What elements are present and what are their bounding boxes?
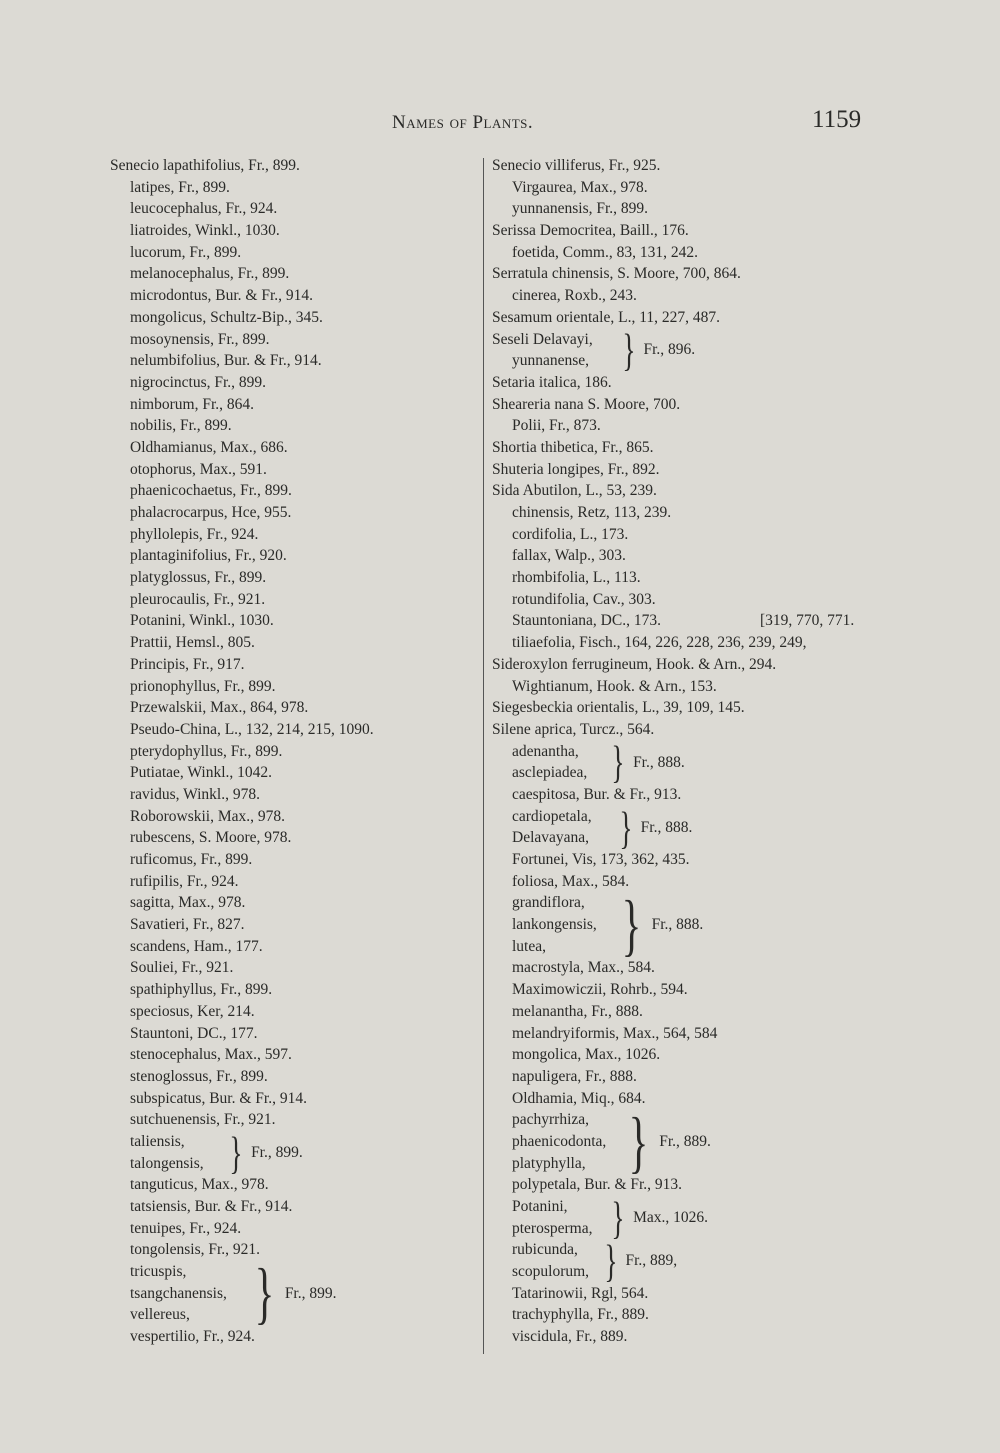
index-entry-text: ravidus, Winkl., 978. bbox=[130, 785, 260, 803]
index-entry-text: Prattii, Hemsl., 805. bbox=[130, 634, 255, 652]
brace-icon: } bbox=[603, 1235, 618, 1287]
index-entry bbox=[110, 1196, 480, 1218]
index-entry: scopulorum, bbox=[512, 1263, 590, 1281]
index-entry bbox=[492, 545, 912, 567]
index-entry-text: subspicatus, Bur. & Fr., 914. bbox=[130, 1089, 307, 1107]
index-entry bbox=[110, 1001, 480, 1023]
index-entry bbox=[492, 632, 912, 654]
index-entry-text: mosoynensis, Fr., 899. bbox=[130, 330, 270, 348]
continuation-note: [319, 770, 771. bbox=[760, 612, 855, 630]
index-entry bbox=[110, 1174, 480, 1196]
index-entry-text: fallax, Walp., 303. bbox=[512, 547, 626, 565]
index-entry-text: plantaginifolius, Fr., 920. bbox=[130, 547, 287, 565]
brace-icon: } bbox=[628, 1103, 649, 1180]
index-entry-group bbox=[492, 1103, 912, 1180]
index-entry bbox=[110, 957, 480, 979]
index-entry bbox=[110, 350, 480, 372]
index-entry-text: phaenicochaetus, Fr., 899. bbox=[130, 482, 292, 500]
index-entry-text: Serissa Democritea, Baill., 176. bbox=[492, 222, 689, 240]
index-entry-text: viscidula, Fr., 889. bbox=[512, 1328, 628, 1346]
index-entry bbox=[110, 1044, 480, 1066]
index-entry-text: chinensis, Retz, 113, 239. bbox=[512, 504, 672, 521]
index-entry-text: Oldhamianus, Max., 686. bbox=[130, 438, 288, 456]
index-entry bbox=[110, 871, 480, 893]
index-entry-text: Tatarinowii, Rgl, 564. bbox=[512, 1284, 649, 1302]
index-entry bbox=[492, 957, 912, 979]
index-entry: yunnanense, bbox=[512, 352, 590, 370]
index-entry: Potanini, bbox=[512, 1198, 568, 1215]
index-entry bbox=[110, 177, 480, 199]
index-entry bbox=[492, 242, 912, 264]
index-entry bbox=[492, 285, 912, 307]
brace-reference bbox=[600, 1235, 678, 1287]
index-entry-group bbox=[492, 1191, 912, 1243]
index-entry bbox=[492, 589, 912, 611]
brace-icon: } bbox=[611, 736, 625, 788]
index-entry-text: Siegesbeckia orientalis, L., 39, 109, 145. bbox=[492, 699, 745, 717]
index-entry bbox=[110, 914, 480, 936]
index-entry bbox=[492, 1088, 912, 1110]
index-entry-genus bbox=[492, 437, 912, 459]
index-entry bbox=[110, 415, 480, 437]
index-entry-text: melanantha, Fr., 888. bbox=[512, 1002, 643, 1020]
index-entry-text: platyglossus, Fr., 899. bbox=[130, 569, 267, 587]
index-entry-group bbox=[110, 1255, 480, 1332]
brace-icon: } bbox=[254, 1255, 275, 1332]
index-entry bbox=[110, 1218, 480, 1240]
index-entry bbox=[492, 415, 912, 437]
index-entry-text: yunnanensis, Fr., 899. bbox=[512, 200, 649, 218]
index-entry-text: vespertilio, Fr., 924. bbox=[130, 1328, 255, 1346]
index-entry-text: stenoglossus, Fr., 899. bbox=[130, 1067, 268, 1085]
index-entry-text: Oldhamia, Miq., 684. bbox=[512, 1089, 646, 1107]
index-entry-text: nelumbifolius, Bur. & Fr., 914. bbox=[130, 352, 322, 370]
index-entry-genus bbox=[492, 654, 912, 676]
index-entry: Seseli Delavayi, bbox=[492, 330, 593, 348]
index-entry-text: cordifolia, L., 173. bbox=[512, 525, 629, 543]
index-entry-text: scandens, Ham., 177. bbox=[130, 937, 263, 955]
index-entry bbox=[110, 307, 480, 329]
index-entry: rubicunda, bbox=[512, 1241, 578, 1259]
index-entry bbox=[492, 784, 912, 806]
index-entry bbox=[110, 524, 480, 546]
index-entry: lankongensis, bbox=[512, 916, 597, 934]
index-entry-text: sutchuenensis, Fr., 921. bbox=[130, 1111, 276, 1129]
index-entry-text: speciosus, Ker, 214. bbox=[130, 1002, 255, 1020]
index-entry-text: Polii, Fr., 873. bbox=[512, 417, 601, 435]
index-entry-text: Setaria italica, 186. bbox=[492, 373, 612, 391]
index-entry-text: mongolica, Max., 1026. bbox=[512, 1046, 661, 1064]
index-entry bbox=[492, 198, 912, 220]
index-entry bbox=[110, 697, 480, 719]
brace-icon: } bbox=[621, 324, 636, 376]
index-entry bbox=[492, 849, 912, 871]
index-entry-text: Souliei, Fr., 921. bbox=[130, 959, 234, 977]
index-entry: Delavayana, bbox=[512, 829, 590, 847]
index-entry-group bbox=[110, 1126, 480, 1178]
index-entry bbox=[492, 524, 912, 546]
index-entry: pachyrrhiza, bbox=[512, 1111, 590, 1129]
index-entry-text: Shuteria longipes, Fr., 892. bbox=[492, 460, 660, 478]
brace-ref-text: Fr., 888. bbox=[633, 753, 685, 771]
index-entry bbox=[110, 437, 480, 459]
index-entry-text: tenuipes, Fr., 924. bbox=[130, 1219, 242, 1237]
brace-reference bbox=[615, 886, 704, 963]
index-entry bbox=[110, 1109, 480, 1131]
brace-reference bbox=[622, 1103, 711, 1180]
index-entry-text: pleurocaulis, Fr., 921. bbox=[130, 590, 266, 608]
index-entry bbox=[110, 459, 480, 481]
index-entry-text: Sheareria nana S. Moore, 700. bbox=[492, 395, 681, 413]
index-entry bbox=[492, 1174, 912, 1196]
index-entry bbox=[110, 1066, 480, 1088]
brace-reference bbox=[607, 1191, 708, 1243]
index-entry bbox=[110, 502, 480, 524]
index-entry-text: foetida, Comm., 83, 131, 242. bbox=[512, 243, 698, 261]
index-entry-text: pterydophyllus, Fr., 899. bbox=[130, 742, 283, 760]
brace-ref-text: Fr., 896. bbox=[643, 341, 696, 359]
index-entry-genus bbox=[492, 697, 912, 719]
index-entry-text: rhombifolia, L., 113. bbox=[512, 569, 641, 587]
index-entry bbox=[110, 285, 480, 307]
index-entry bbox=[110, 263, 480, 285]
index-entry-text: tatsiensis, Bur. & Fr., 914. bbox=[130, 1198, 293, 1215]
brace-reference bbox=[615, 801, 693, 853]
index-entry-genus bbox=[492, 372, 912, 394]
index-entry-text: Sesamum orientale, L., 11, 227, 487. bbox=[492, 308, 721, 326]
index-entry-text: cinerea, Roxb., 243. bbox=[512, 287, 637, 305]
index-entry bbox=[110, 1239, 480, 1261]
index-entry bbox=[492, 1326, 912, 1348]
index-entry-text: prionophyllus, Fr., 899. bbox=[130, 677, 276, 695]
index-entry-group bbox=[492, 1235, 912, 1287]
index-entry-text: liatroides, Winkl., 1030. bbox=[130, 222, 280, 240]
index-entry bbox=[110, 806, 480, 828]
index-entry-text: stenocephalus, Max., 597. bbox=[130, 1046, 292, 1064]
index-entry-text: trachyphylla, Fr., 889. bbox=[512, 1306, 649, 1324]
index-entry bbox=[492, 1304, 912, 1326]
index-entry-group bbox=[492, 801, 912, 853]
index-entry-text: sagitta, Max., 978. bbox=[130, 894, 246, 912]
left-column bbox=[110, 155, 480, 1348]
brace-ref-text: Fr., 888. bbox=[640, 818, 693, 836]
index-entry: adenantha, bbox=[512, 742, 579, 760]
index-entry-text: Potanini, Winkl., 1030. bbox=[130, 612, 274, 630]
index-entry bbox=[110, 741, 480, 763]
brace-reference bbox=[248, 1255, 337, 1332]
index-entry-text: Maximowiczii, Rohrb., 594. bbox=[512, 981, 688, 999]
index-entry bbox=[110, 1023, 480, 1045]
brace-ref-text: Fr., 899. bbox=[284, 1284, 337, 1302]
index-entry-group bbox=[492, 886, 912, 963]
index-entry-text: phalacrocarpus, Hce, 955. bbox=[130, 504, 292, 521]
index-entry-genus bbox=[492, 155, 912, 177]
index-entry-text: Silene aprica, Turcz., 564. bbox=[492, 720, 655, 738]
index-entry-text: Stauntoni, DC., 177. bbox=[130, 1024, 258, 1042]
index-entry bbox=[110, 394, 480, 416]
index-entry bbox=[110, 849, 480, 871]
index-entry bbox=[110, 589, 480, 611]
index-entry-genus bbox=[492, 459, 912, 481]
brace-ref-text: Max., 1026. bbox=[633, 1208, 708, 1226]
index-entry bbox=[110, 567, 480, 589]
index-entry bbox=[110, 979, 480, 1001]
index-entry-text: rufipilis, Fr., 924. bbox=[130, 872, 239, 890]
index-entry bbox=[110, 242, 480, 264]
index-entry-text: rotundifolia, Cav., 303. bbox=[512, 590, 656, 608]
index-entry: lutea, bbox=[512, 937, 546, 955]
index-entry bbox=[492, 871, 912, 893]
index-entry-genus bbox=[110, 155, 480, 177]
page-header-title: Names of Plants. bbox=[392, 112, 534, 133]
index-entry-text: Principis, Fr., 917. bbox=[130, 655, 245, 673]
right-column bbox=[492, 155, 912, 1348]
index-entry-text: nigrocinctus, Fr., 899. bbox=[130, 373, 267, 391]
index-entry-text: polypetala, Bur. & Fr., 913. bbox=[512, 1176, 683, 1194]
index-entry-text: microdontus, Bur. & Fr., 914. bbox=[130, 287, 313, 305]
index-entry-text: macrostyla, Max., 584. bbox=[512, 959, 655, 977]
index-entry bbox=[110, 198, 480, 220]
index-entry bbox=[110, 329, 480, 351]
index-entry bbox=[492, 610, 912, 632]
index-entry bbox=[110, 480, 480, 502]
index-entry: talongensis, bbox=[130, 1154, 204, 1172]
index-entry-genus bbox=[492, 263, 912, 285]
index-entry-text: Virgaurea, Max., 978. bbox=[512, 178, 648, 196]
index-entry-text: tongolensis, Fr., 921. bbox=[130, 1241, 261, 1259]
index-entry-text: melanocephalus, Fr., 899. bbox=[130, 265, 290, 283]
index-entry-text: lucorum, Fr., 899. bbox=[130, 243, 242, 261]
brace-icon: } bbox=[619, 801, 633, 853]
brace-ref-text: Fr., 888. bbox=[651, 916, 704, 934]
index-entry bbox=[110, 1326, 480, 1348]
brace-reference bbox=[607, 736, 685, 788]
index-entry-text: phyllolepis, Fr., 924. bbox=[130, 525, 259, 543]
index-entry-text: Stauntoniana, DC., 173. bbox=[512, 612, 661, 630]
index-entry-genus bbox=[492, 480, 912, 502]
index-entry-text: Putiatae, Winkl., 1042. bbox=[130, 764, 273, 782]
index-entry-genus bbox=[492, 719, 912, 741]
index-entry-text: Senecio villiferus, Fr., 925. bbox=[492, 157, 661, 174]
index-entry bbox=[110, 827, 480, 849]
index-entry bbox=[492, 1023, 912, 1045]
column-divider bbox=[483, 158, 484, 1354]
index-entry: asclepiadea, bbox=[512, 764, 588, 782]
brace-icon: } bbox=[229, 1126, 243, 1178]
index-entry-text: ruficomus, Fr., 899. bbox=[130, 851, 253, 868]
index-entry: taliensis, bbox=[130, 1132, 185, 1150]
index-entry-genus bbox=[492, 307, 912, 329]
index-entry-text: Senecio lapathifolius, Fr., 899. bbox=[110, 157, 300, 174]
index-entry bbox=[110, 654, 480, 676]
index-entry bbox=[110, 1088, 480, 1110]
index-entry-text: rubescens, S. Moore, 978. bbox=[130, 829, 292, 847]
index-entry-text: Wightianum, Hook. & Arn., 153. bbox=[512, 677, 717, 695]
index-entry-text: spathiphyllus, Fr., 899. bbox=[130, 981, 273, 999]
index-entry bbox=[492, 567, 912, 589]
index-entry bbox=[492, 676, 912, 698]
page-number: 1159 bbox=[812, 106, 862, 133]
index-entry-text: nobilis, Fr., 899. bbox=[130, 417, 232, 435]
index-entry-text: caespitosa, Bur. & Fr., 913. bbox=[512, 785, 682, 803]
index-entry-text: tiliaefolia, Fisch., 164, 226, 228, 236, 239, 249, bbox=[512, 634, 807, 652]
brace-ref-text: Fr., 889, bbox=[625, 1252, 678, 1270]
index-entry bbox=[110, 632, 480, 654]
index-entry bbox=[492, 1001, 912, 1023]
brace-ref-text: Fr., 889. bbox=[659, 1133, 711, 1151]
index-entry-text: Przewalskii, Max., 864, 978. bbox=[130, 699, 309, 717]
index-entry bbox=[492, 1044, 912, 1066]
index-entry-text: mongolicus, Schultz-Bip., 345. bbox=[130, 308, 323, 326]
index-entry: vellereus, bbox=[130, 1306, 190, 1324]
index-entry-text: melandryiformis, Max., 564, 584 bbox=[512, 1024, 718, 1042]
brace-icon: } bbox=[611, 1191, 625, 1243]
index-entry-genus bbox=[492, 394, 912, 416]
index-entry bbox=[110, 220, 480, 242]
index-entry: cardiopetala, bbox=[512, 807, 592, 825]
index-entry-text: otophorus, Max., 591. bbox=[130, 460, 267, 478]
index-entry bbox=[492, 1066, 912, 1088]
index-entry-text: Serratula chinensis, S. Moore, 700, 864. bbox=[492, 265, 741, 283]
index-entry bbox=[492, 1283, 912, 1305]
index-entry bbox=[110, 892, 480, 914]
index-entry bbox=[110, 719, 480, 741]
index-entry-text: tanguticus, Max., 978. bbox=[130, 1176, 269, 1194]
index-entry-text: Sida Abutilon, L., 53, 239. bbox=[492, 482, 657, 500]
index-entry bbox=[110, 936, 480, 958]
index-entry-text: leucocephalus, Fr., 924. bbox=[130, 200, 278, 218]
index-entry bbox=[492, 502, 912, 524]
index-entry-genus bbox=[492, 220, 912, 242]
index-entry bbox=[110, 762, 480, 784]
brace-ref-text: Fr., 899. bbox=[251, 1143, 303, 1161]
index-entry-text: latipes, Fr., 899. bbox=[130, 178, 230, 196]
index-entry bbox=[492, 979, 912, 1001]
index-entry: platyphylla, bbox=[512, 1154, 586, 1172]
index-entry-group bbox=[492, 324, 912, 376]
index-entry-text: Sideroxylon ferrugineum, Hook. & Arn., 294. bbox=[492, 655, 777, 673]
index-entry-text: nimborum, Fr., 864. bbox=[130, 395, 255, 413]
index-entry bbox=[110, 372, 480, 394]
index-entry-text: Pseudo-China, L., 132, 214, 215, 1090. bbox=[130, 720, 374, 738]
index-entry-text: Shortia thibetica, Fr., 865. bbox=[492, 438, 654, 456]
index-entry: tricuspis, bbox=[130, 1263, 187, 1281]
index-entry bbox=[110, 545, 480, 567]
index-entry: tsangchanensis, bbox=[130, 1284, 227, 1302]
brace-reference bbox=[225, 1126, 303, 1178]
index-entry-text: napuligera, Fr., 888. bbox=[512, 1067, 637, 1085]
brace-icon: } bbox=[621, 886, 642, 963]
index-entry: pterosperma, bbox=[512, 1219, 593, 1237]
brace-reference bbox=[618, 324, 696, 376]
index-entry-text: Fortunei, Vis, 173, 362, 435. bbox=[512, 851, 690, 868]
index-entry bbox=[110, 676, 480, 698]
index-entry-text: Roborowskii, Max., 978. bbox=[130, 807, 285, 825]
index-entry bbox=[492, 177, 912, 199]
index-entry-text: foliosa, Max., 584. bbox=[512, 872, 630, 890]
index-entry bbox=[110, 610, 480, 632]
index-entry: phaenicodonta, bbox=[512, 1132, 607, 1150]
index-entry: grandiflora, bbox=[512, 894, 585, 912]
index-entry-text: Savatieri, Fr., 827. bbox=[130, 916, 245, 934]
index-entry bbox=[110, 784, 480, 806]
index-entry-group bbox=[492, 736, 912, 788]
